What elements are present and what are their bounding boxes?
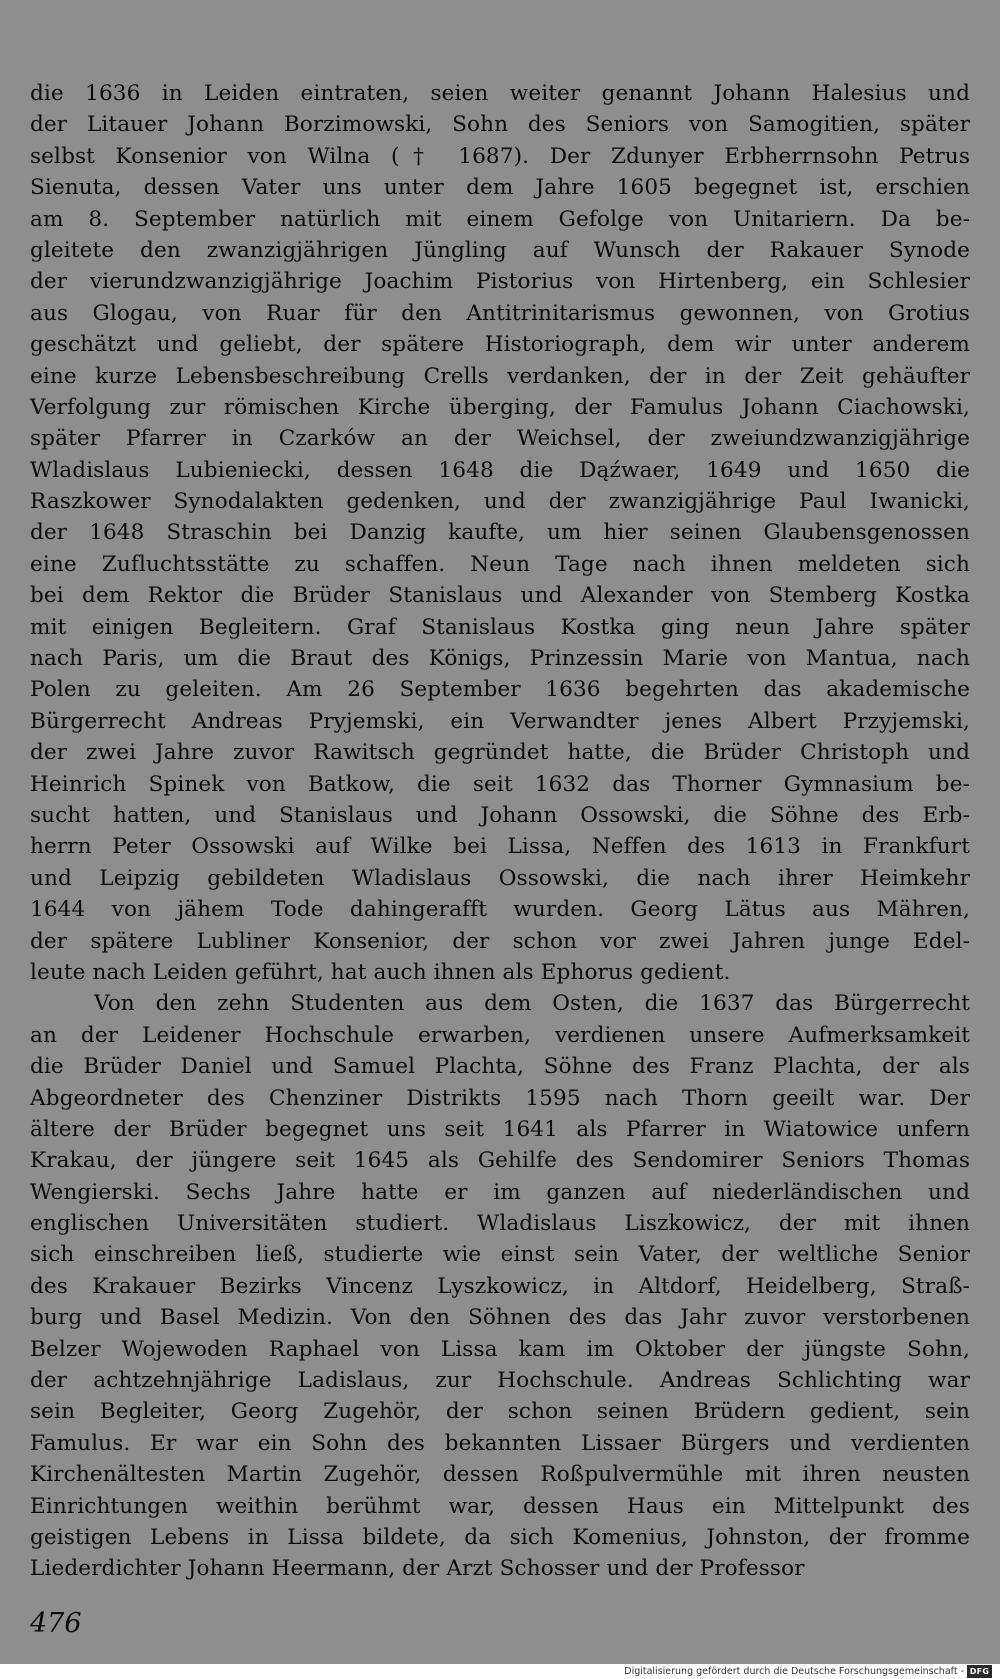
text-line: der Litauer Johann Borzimowski, Sohn des Seniors von Samogitien, später (30, 112, 970, 138)
text-line: der achtzehnjährige Ladislaus, zur Hochschule. Andreas Schlichting war (30, 1368, 970, 1394)
text-line: Liederdichter Johann Heermann, der Arzt Schosser und der Professor (30, 1556, 805, 1582)
text-line: Krakau, der jüngere seit 1645 als Gehilfe des Sendomirer Seniors Thomas (30, 1148, 970, 1174)
text-line: nach Paris, um die Braut des Königs, Prinzessin Marie von Mantua, nach (30, 646, 970, 672)
text-line: geschätzt und geliebt, der spätere Historiograph, dem wir unter anderem (30, 332, 970, 358)
text-line: Sienuta, dessen Vater uns unter dem Jahre 1605 begegnet ist, erschien (30, 175, 970, 201)
text-line: der vierundzwanzigjährige Joachim Pistorius von Hirtenberg, ein Schlesier (30, 269, 970, 295)
text-line: Einrichtungen weithin berühmt war, dessen Haus ein Mittelpunkt des (30, 1493, 970, 1519)
digitization-credit: Digitalisierung gefördert durch die Deutsche Forschungsgemeinschaft - (624, 1666, 964, 1677)
text-line: 1644 von jähem Tode dahingerafft wurden. Georg Lätus aus Mähren, (30, 897, 970, 923)
text-line: leute nach Leiden geführt, hat auch ihnen als Ephorus gedient. (30, 959, 731, 985)
text-line: der zwei Jahre zuvor Rawitsch gegründet hatte, die Brüder Christoph und (30, 740, 970, 766)
text-line: geistigen Lebens in Lissa bildete, da sich Komenius, Johnston, der fromme (30, 1524, 970, 1550)
text-line: burg und Basel Medizin. Von den Söhnen des das Jahr zuvor verstorbenen (30, 1305, 970, 1331)
text-line: Bürgerrecht Andreas Pryjemski, ein Verwandter jenes Albert Przyjemski, (30, 708, 970, 734)
text-line: der 1648 Straschin bei Danzig kaufte, um hier seinen Glaubensgenossen (30, 520, 970, 546)
text-line: und Leipzig gebildeten Wladislaus Ossowski, die nach ihrer Heimkehr (30, 865, 970, 891)
text-line: später Pfarrer in Czarków an der Weichsel, der zweiundzwanzigjährige (30, 426, 970, 452)
text-line: Wladislaus Lubieniecki, dessen 1648 die Dąźwaer, 1649 und 1650 die (30, 457, 970, 483)
text-line: am 8. September natürlich mit einem Gefolge von Unitariern. Da be- (30, 206, 970, 232)
page-number: 476 (30, 1608, 82, 1639)
paragraph-first-line: die 1636 in Leiden eintraten, seien weiter genannt Johann Halesius und (30, 81, 970, 106)
text-line: eine Zufluchtsstätte zu schaffen. Neun Tage nach ihnen meldeten sich (30, 551, 970, 577)
text-line: sucht hatten, und Stanislaus und Johann Ossowski, die Söhne des Erb- (30, 802, 970, 828)
body-text (30, 78, 970, 1585)
text-line: gleitete den zwanzigjährigen Jüngling auf Wunsch der Rakauer Synode (30, 237, 970, 263)
text-line: Raszkower Synodalakten gedenken, und der zwanzigjährige Paul Iwanicki, (30, 489, 970, 515)
text-line: mit einigen Begleitern. Graf Stanislaus Kostka ging neun Jahre später (30, 614, 970, 640)
text-line: eine kurze Lebensbeschreibung Crells verdanken, der in der Zeit gehäufter (30, 363, 970, 389)
text-line: die Brüder Daniel und Samuel Plachta, Söhne des Franz Plachta, der als (30, 1054, 970, 1080)
text-line: Kirchenältesten Martin Zugehör, dessen Roßpulvermühle mit ihren neusten (30, 1462, 970, 1488)
text-line: des Krakauer Bezirks Vincenz Lyszkowicz, in Altdorf, Heidelberg, Straß- (30, 1273, 970, 1299)
text-line: Polen zu geleiten. Am 26 September 1636 begehrten das akademische (30, 677, 970, 703)
text-line: Verfolgung zur römischen Kirche überging, der Famulus Johann Ciachowski, (30, 394, 970, 420)
text-line: Abgeordneter des Chenziner Distrikts 1595 nach Thorn geeilt war. Der (30, 1085, 970, 1111)
text-line: an der Leidener Hochschule erwarben, verdienen unsere Aufmerksamkeit (30, 1022, 970, 1048)
dfg-logo-icon: DFG (967, 1665, 992, 1678)
text-line: englischen Universitäten studiert. Wladislaus Liszkowicz, der mit ihnen (30, 1211, 970, 1237)
text-line: sein Begleiter, Georg Zugehör, der schon seinen Brüdern gedient, sein (30, 1399, 970, 1425)
text-line: aus Glogau, von Ruar für den Antitrinitarismus gewonnen, von Grotius (30, 300, 970, 326)
text-line: selbst Konsenior von Wilna († 1687). Der Zdunyer Erbherrnsohn Petrus (30, 143, 970, 169)
text-line: herrn Peter Ossowski auf Wilke bei Lissa, Neffen des 1613 in Frankfurt (30, 834, 970, 860)
text-line: bei dem Rektor die Brüder Stanislaus und Alexander von Stemberg Kostka (30, 583, 970, 609)
text-line: Famulus. Er war ein Sohn des bekannten Lissaer Bürgers und verdienten (30, 1430, 970, 1456)
text-line: Belzer Wojewoden Raphael von Lissa kam im Oktober der jüngste Sohn, (30, 1336, 970, 1362)
text-line: Wengierski. Sechs Jahre hatte er im ganzen auf niederländischen und (30, 1179, 970, 1205)
text-line: Heinrich Spinek von Batkow, die seit 1632 das Thorner Gymnasium be- (30, 771, 970, 797)
text-line: sich einschreiben ließ, studierte wie einst sein Vater, der weltliche Senior (30, 1242, 970, 1268)
paragraph-first-line: Von den zehn Studenten aus dem Osten, die 1637 das Bürgerrecht (94, 991, 970, 1017)
text-line: ältere der Brüder begegnet uns seit 1641 als Pfarrer in Wiatowice unfern (30, 1116, 970, 1142)
text-line: der spätere Lubliner Konsenior, der schon vor zwei Jahren junge Edel- (30, 928, 970, 954)
